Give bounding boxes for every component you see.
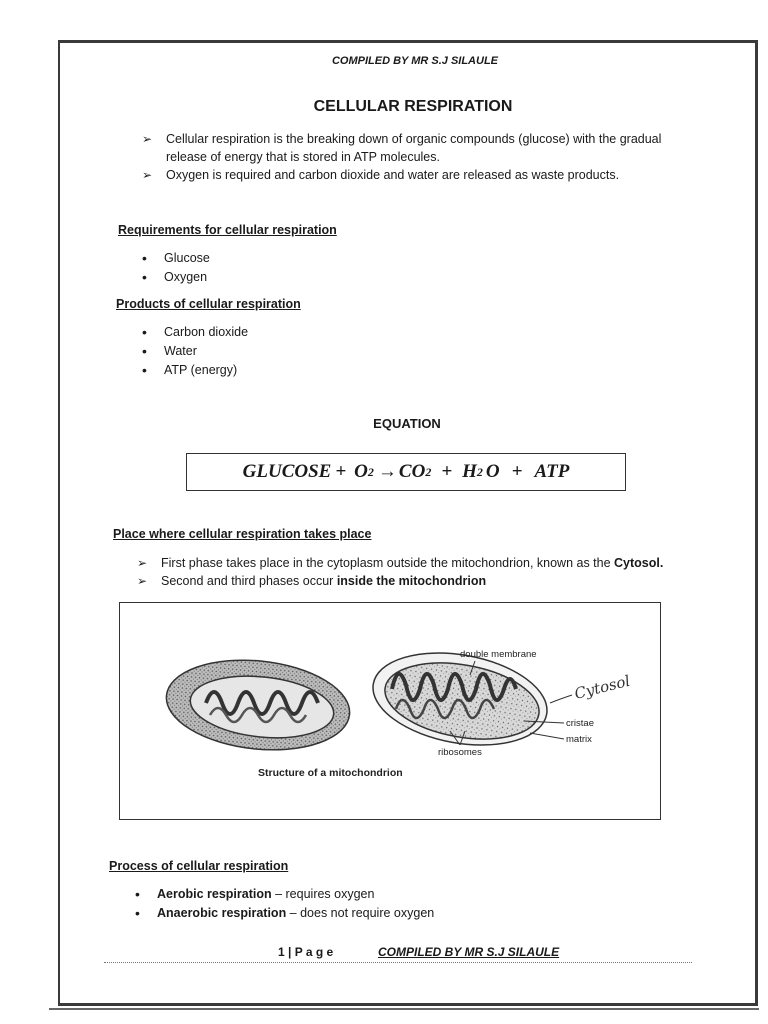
products-list <box>138 323 248 380</box>
place-heading: Place where cellular respiration takes place <box>113 527 372 541</box>
eq-o-sub: 2 <box>367 464 374 479</box>
page-border-shadow <box>49 1000 759 1010</box>
label-double-membrane: double membrane <box>460 649 537 660</box>
place-item-1 <box>137 554 717 572</box>
equation-label: EQUATION <box>373 416 441 431</box>
process-heading: Process of cellular respiration <box>109 859 289 873</box>
products-heading: Products of cellular respiration <box>116 297 301 311</box>
requirements-list <box>138 249 210 287</box>
product-item: • Water <box>138 342 248 361</box>
label-ribosomes: ribosomes <box>438 747 482 758</box>
label-matrix: matrix <box>566 734 592 745</box>
process-item-1-text: – requires oxygen <box>271 887 375 901</box>
intro-list <box>142 130 702 184</box>
place-list <box>137 554 717 590</box>
requirement-item: • Oxygen <box>138 268 210 287</box>
requirements-heading: Requirements for cellular respiration <box>118 223 337 237</box>
eq-co: CO <box>398 461 426 482</box>
place-item-1-text: First phase takes place in the cytoplasm outside the mitochondrion, known as the <box>161 556 615 570</box>
footer-divider <box>104 962 692 963</box>
process-item-2-bold: Anaerobic respiration <box>157 906 287 920</box>
footer-compiled: COMPILED BY MR S.J SILAULE <box>378 945 560 959</box>
eq-plus: + <box>335 461 347 482</box>
page-header: COMPILED BY MR S.J SILAULE <box>331 55 499 67</box>
handwritten-line <box>550 695 572 703</box>
place-item-1-bold: Cytosol. <box>614 556 664 570</box>
place-item-2-text: Second and third phases occur <box>161 574 337 588</box>
intro-item-2: ➢ Oxygen is required and carbon dioxide and water are released as waste products. <box>142 166 702 184</box>
page-number: 1 | P a g e <box>278 945 334 959</box>
figure-caption: Structure of a mitochondrion <box>258 767 403 779</box>
process-item-2 <box>131 904 434 923</box>
label-cristae: cristae <box>566 718 594 729</box>
eq-h2o-o: O <box>485 461 500 482</box>
process-item-2-text: – does not require oxygen <box>286 906 435 920</box>
mitochondrion-figure <box>119 602 661 820</box>
place-item-2 <box>137 572 717 590</box>
intro-item-1: ➢ Cellular respiration is the breaking down of organic compounds (glucose) with the gradual release of energy that is stored in ATP molecules. <box>142 130 702 166</box>
product-item: • ATP (energy) <box>138 361 248 380</box>
eq-plus: + <box>441 461 453 482</box>
process-list <box>131 885 434 923</box>
requirement-item: • Glucose <box>138 249 210 268</box>
process-item-1-bold: Aerobic respiration <box>157 887 272 901</box>
mitochondrion-illustration <box>120 603 660 819</box>
equation-box <box>186 453 626 491</box>
eq-h: H <box>462 461 477 482</box>
eq-h-sub: 2 <box>476 464 483 479</box>
place-item-2-bold: inside the mitochondrion <box>336 574 487 588</box>
eq-o: O <box>354 461 368 482</box>
mitochondrion-exterior <box>162 652 354 759</box>
eq-glucose: GLUCOSE <box>242 461 332 482</box>
handwritten-cytosol: Cytosol <box>572 671 632 703</box>
eq-co-sub: 2 <box>425 464 432 479</box>
page-title: CELLULAR RESPIRATION <box>313 98 513 115</box>
process-item-1 <box>131 885 434 904</box>
eq-plus: + <box>511 461 523 482</box>
eq-arrow: → <box>377 461 397 482</box>
eq-atp: ATP <box>534 461 570 482</box>
product-item: • Carbon dioxide <box>138 323 248 342</box>
